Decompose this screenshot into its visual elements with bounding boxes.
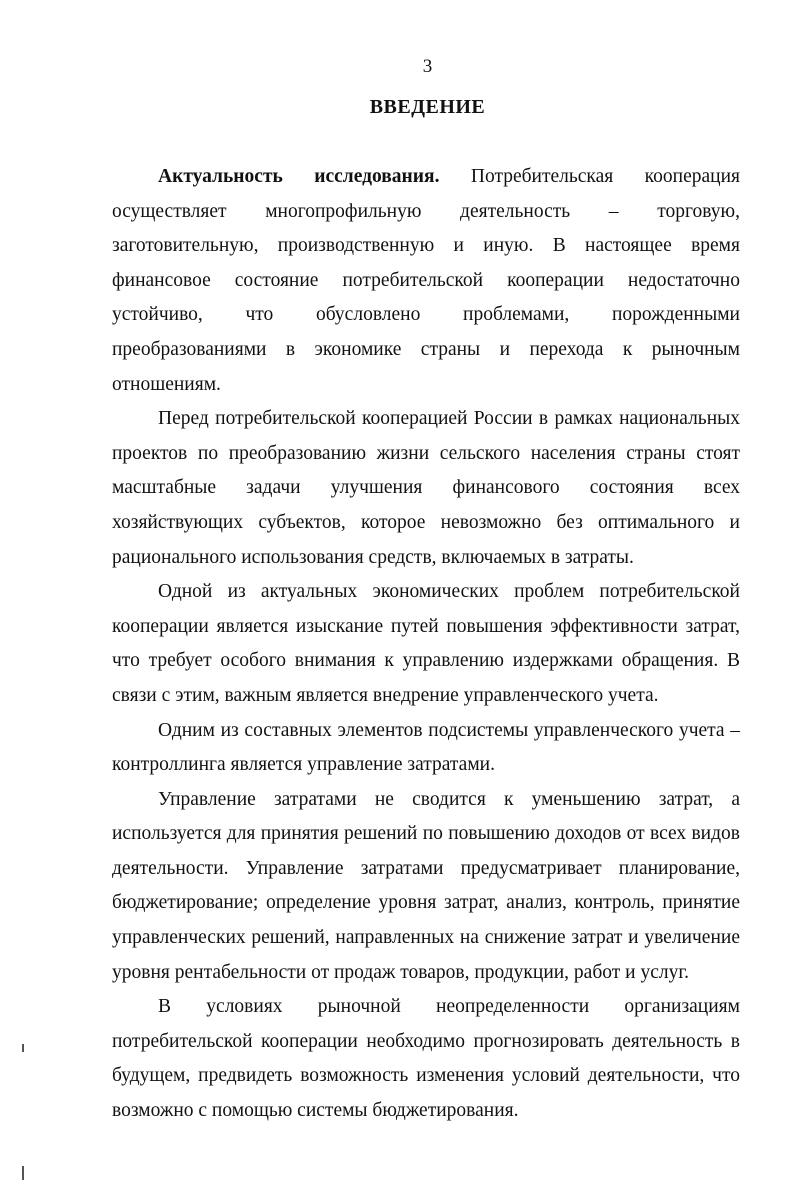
paragraph: Одним из составных элементов подсистемы управленческого учета – контроллинга является управление затратами. (112, 719, 740, 776)
intro-text: Потребительская кооперация осуществляет многопрофильную деятельность – торговую, заготовительную, производственную и иную. В настоящее время финансовое состояние потребительской кооперации недостаточно устойчиво, что обусловлено проблемами, порожденными преобразованиями в экономике страны и перехода к рыночным отношениям. (112, 166, 740, 395)
relevance-label: Актуальность исследования. (158, 166, 440, 187)
paragraph: Перед потребительской кооперацией России в рамках национальных проектов по преобразованию жизни сельского населения страны стоят масштабные задачи улучшения финансового состояния всех хозяйствующих субъектов, которое невозможно без оптимального и рационального использования средств, включаемых в затраты. (112, 408, 740, 568)
scan-mark (22, 1166, 24, 1180)
document-body (112, 160, 740, 1129)
paragraph-intro (112, 160, 740, 402)
page-title: ВВЕДЕНИЕ (369, 96, 486, 118)
paragraph: Одной из актуальных экономических проблем потребительской кооперации является изыскание путей повышения эффективности затрат, что требует особого внимания к управлению издержками обращения. В связи с этим, важным является внедрение управленческого учета. (112, 581, 740, 706)
paragraph: Управление затратами не сводится к уменьшению затрат, а используется для принятия решений по повышению доходов от всех видов деятельности. Управление затратами предусматривает планирование, бюджетирование; определение уровня затрат, анализ, контроль, принятие управленческих решений, направленных на снижение затрат и увеличение уровня рентабельности от продаж товаров, продукции, работ и услуг. (112, 788, 740, 983)
scan-mark (22, 1044, 24, 1052)
paragraph: В условиях рыночной неопределенности организациям потребительской кооперации необходимо прогнозировать деятельность в будущем, предвидеть возможность изменения условий деятельности, что возможно с помощью системы бюджетирования. (112, 996, 740, 1122)
page-number: 3 (422, 56, 433, 77)
